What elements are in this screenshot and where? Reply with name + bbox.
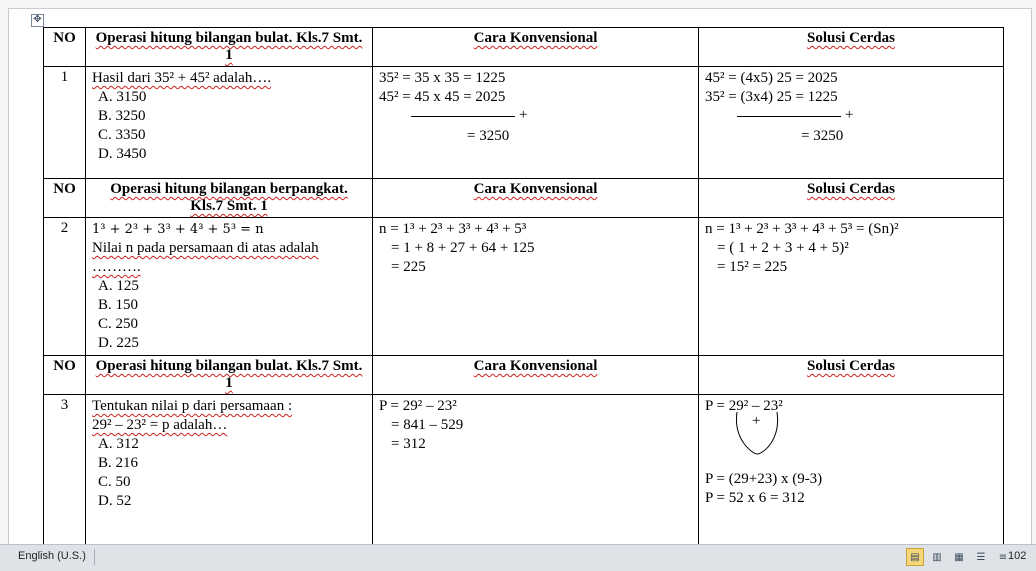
option-c: C. 50 bbox=[98, 474, 131, 490]
table-header-row-3 bbox=[44, 356, 1004, 395]
header-cerdas bbox=[699, 179, 1004, 218]
konv-line-2: 45² = 45 x 45 = 2025 bbox=[379, 89, 506, 105]
question-equation: 29² – 23² = p adalah… bbox=[92, 417, 228, 433]
plus-sign: + bbox=[519, 107, 528, 123]
table-row-3 bbox=[44, 395, 1004, 547]
header-operasi-text: Operasi hitung bilangan berpangkat. Kls.7 Smt. 1 bbox=[110, 181, 348, 214]
option-c: C. 250 bbox=[98, 316, 139, 332]
question-text: Hasil dari 35² + 45² adalah…. bbox=[92, 70, 272, 86]
header-konvensional-text: Cara Konvensional bbox=[473, 30, 598, 46]
header-no: NO bbox=[44, 179, 86, 218]
options-list bbox=[98, 88, 366, 164]
header-operasi bbox=[86, 356, 373, 395]
konv-line-2: = 1 + 8 + 27 + 64 + 125 bbox=[391, 240, 535, 256]
konv-line-1: 35² = 35 x 35 = 1225 bbox=[379, 70, 506, 86]
header-operasi-text: Operasi hitung bilangan bulat. Kls.7 Smt. 1 bbox=[95, 30, 363, 63]
math-table bbox=[43, 27, 1004, 546]
question-text: Nilai n pada persamaan di atas adalah ………. bbox=[92, 240, 319, 275]
header-operasi-text: Operasi hitung bilangan bulat. Kls.7 Smt. 1 bbox=[95, 358, 363, 391]
row-number: 3 bbox=[44, 395, 86, 547]
sum-rule bbox=[737, 116, 841, 117]
question-cell[interactable] bbox=[86, 395, 373, 547]
cerdas-line-1: P = 29² – 23² bbox=[705, 398, 783, 414]
print-layout-icon[interactable]: ▤ bbox=[906, 548, 924, 566]
konv-line-1: P = 29² – 23² bbox=[379, 398, 457, 414]
header-konvensional bbox=[373, 28, 699, 67]
cerdas-cell[interactable] bbox=[699, 218, 1004, 356]
header-operasi bbox=[86, 28, 373, 67]
question-equation: 1³ + 2³ + 3³ + 4³ + 5³ = n bbox=[92, 222, 264, 237]
option-a: A. 312 bbox=[98, 436, 139, 452]
sum-line bbox=[705, 107, 997, 127]
header-konvensional bbox=[373, 356, 699, 395]
header-cerdas bbox=[699, 356, 1004, 395]
table-move-handle-icon[interactable]: ✥ bbox=[31, 14, 44, 27]
header-cerdas-text: Solusi Cerdas bbox=[807, 30, 895, 46]
option-d: D. 52 bbox=[98, 493, 132, 509]
option-b: B. 150 bbox=[98, 297, 139, 313]
status-bar bbox=[0, 544, 1036, 571]
konv-result: = 3250 bbox=[467, 128, 510, 144]
arc-group bbox=[705, 413, 997, 470]
row-number: 1 bbox=[44, 67, 86, 179]
sum-rule bbox=[411, 116, 515, 117]
question-cell[interactable] bbox=[86, 67, 373, 179]
header-operasi bbox=[86, 179, 373, 218]
options-list bbox=[98, 277, 366, 353]
header-cerdas bbox=[699, 28, 1004, 67]
cerdas-line-2: 35² = (3x4) 25 = 1225 bbox=[705, 89, 838, 105]
cerdas-cell[interactable] bbox=[699, 67, 1004, 179]
header-cerdas-text: Solusi Cerdas bbox=[807, 358, 895, 374]
question-text: Tentukan nilai p dari persamaan : bbox=[92, 398, 293, 414]
plus-sign: + bbox=[845, 107, 854, 123]
konv-line-3: = 225 bbox=[391, 259, 426, 275]
cerdas-line-1: 45² = (4x5) 25 = 2025 bbox=[705, 70, 838, 86]
option-a: A. 125 bbox=[98, 278, 139, 294]
option-a: A. 3150 bbox=[98, 89, 147, 105]
header-no: NO bbox=[44, 356, 86, 395]
full-screen-reading-icon[interactable]: ▥ bbox=[932, 551, 942, 563]
table-header-row-2 bbox=[44, 179, 1004, 218]
konvensional-cell[interactable] bbox=[373, 218, 699, 356]
header-no: NO bbox=[44, 28, 86, 67]
document-page bbox=[8, 8, 1032, 546]
question-cell[interactable] bbox=[86, 218, 373, 356]
header-konvensional-text: Cara Konvensional bbox=[473, 358, 598, 374]
konvensional-cell[interactable] bbox=[373, 67, 699, 179]
table-header-row-1 bbox=[44, 28, 1004, 67]
option-b: B. 3250 bbox=[98, 108, 146, 124]
option-d: D. 3450 bbox=[98, 146, 147, 162]
header-konvensional-text: Cara Konvensional bbox=[473, 181, 598, 197]
row-number: 2 bbox=[44, 218, 86, 356]
option-b: B. 216 bbox=[98, 455, 139, 471]
table-row-2 bbox=[44, 218, 1004, 356]
cerdas-line-3: P = (29+23) x (9-3) bbox=[705, 471, 823, 487]
konv-line-3: = 312 bbox=[391, 436, 426, 452]
cerdas-line-2: = ( 1 + 2 + 3 + 4 + 5)² bbox=[717, 240, 849, 256]
cerdas-line-1: n = 1³ + 2³ + 3³ + 4³ + 5³ = (Sn)² bbox=[705, 221, 899, 237]
language-indicator[interactable]: English (U.S.) bbox=[18, 550, 86, 562]
arc-plus-sign: + bbox=[752, 413, 761, 429]
table-row-1 bbox=[44, 67, 1004, 179]
draft-icon[interactable]: ≡ bbox=[998, 551, 1008, 563]
option-d: D. 225 bbox=[98, 335, 139, 351]
header-konvensional bbox=[373, 179, 699, 218]
sum-line bbox=[379, 107, 692, 127]
web-layout-icon[interactable]: ▦ bbox=[954, 551, 964, 563]
outline-icon[interactable]: ☰ bbox=[976, 551, 986, 563]
status-divider bbox=[94, 549, 95, 565]
cerdas-line-4: P = 52 x 6 = 312 bbox=[705, 490, 805, 506]
option-c: C. 3350 bbox=[98, 127, 146, 143]
header-cerdas-text: Solusi Cerdas bbox=[807, 181, 895, 197]
konv-line-2: = 841 – 529 bbox=[391, 417, 464, 433]
view-switcher bbox=[906, 548, 1012, 566]
cerdas-result: = 3250 bbox=[801, 128, 844, 144]
zoom-level[interactable]: 102 bbox=[1008, 550, 1027, 562]
cerdas-cell[interactable] bbox=[699, 395, 1004, 547]
konv-line-1: n = 1³ + 2³ + 3³ + 4³ + 5³ bbox=[379, 221, 527, 237]
konvensional-cell[interactable] bbox=[373, 395, 699, 547]
options-list bbox=[98, 435, 366, 511]
cerdas-line-3: = 15² = 225 bbox=[717, 259, 788, 275]
